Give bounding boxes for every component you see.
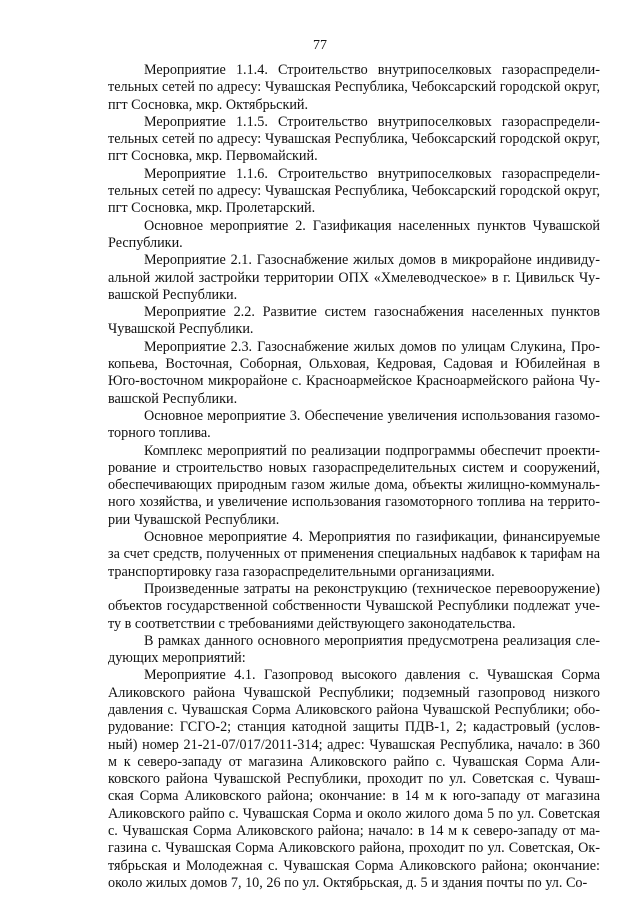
page-number: 77 [313,38,327,53]
paragraph-measure-4-1: Мероприятие 4.1. Газопровод высокого давления с. Чувашская Сорма Аликовского района Чувашской Республики; подземный газопровод низкого давления с. Чувашская Сорма Аликовского района Чувашской Республики; оборудование: ГСГО-2; станция катодной защиты ПДВ-1, 2; кадастровый (условный) номер 21-21-07/017/2011-314; адрес: Чувашская Республика, начало: в 360 м к северо-западу от магазина Аликовского райпо с. Чувашская Сорма Аликовского района Чувашской Республики, проходит по ул. Советская с. Чувашская Сорма Аликовского района; окончание: в 14 м к юго-западу от магазина Аликовского райпо с. Чувашская Сорма и около жилого дома 5 по ул. Советская с. Чувашская Сорма Аликовского района; начало: в 14 м к северо-западу от магазина с. Чувашская Сорма Аликовского района, проходит по ул. Советская, Октябрьская и Молодежная с. Чувашская Сорма Аликовского района; окончание: около жилых домов 7, 10, 26 по ул. Октябрьская, д. 5 и здания почты по ул. Со- [108,667,600,891]
paragraph-measure-2-1: Мероприятие 2.1. Газоснабжение жилых домов в микрорайоне индивидуальной жилой застройки территории ОПХ «Хмелеводческое» в г. Цивильск Чувашской Республики. [108,252,600,303]
paragraph-measure-1-1-6: Мероприятие 1.1.6. Строительство внутрипоселковых газораспределительных сетей по адресу: Чувашская Республика, Чебоксарский городской округ, пгт Сосновка, мкр. Пролетарский. [108,165,600,217]
paragraph-measure-2-3: Мероприятие 2.3. Газоснабжение жилых домов по улицам Слукина, Прокопьева, Восточная, Соборная, Ольховая, Кедровая, Садовая и Юбилейная в Юго-восточном микрорайоне с. Красноармейское Красноармейского района Чувашской Республики. [108,338,600,407]
document-body [108,62,600,892]
paragraph-measure-2-2: Мероприятие 2.2. Развитие систем газоснабжения населенных пунктов Чувашской Республики. [108,304,600,338]
paragraph-measure-1-1-5: Мероприятие 1.1.5. Строительство внутрипоселковых газораспределительных сетей по адресу: Чувашская Республика, Чебоксарский городской округ, пгт Сосновка, мкр. Первомайский. [108,113,600,165]
paragraph-costs: Произведенные затраты на реконструкцию (техническое перевооружение) объектов государственной собственности Чувашской Республики подлежат учету в соответствии с требованиями действующего законодательства. [108,580,600,632]
paragraph-main-measure-4: Основное мероприятие 4. Мероприятия по газификации, финансируемые за счет средств, полученных от применения специальных надбавок к тарифам на транспортировку газа газораспределительными организациями. [108,529,600,580]
paragraph-complex-of-measures: Комплекс мероприятий по реализации подпрограммы обеспечит проектирование и строительство новых газораспределительных систем и сооружений, обеспечивающих природным газом жилые дома, объекты жилищно-коммунального хозяйства, и увеличение использования газомоторного топлива на территории Чувашской Республики. [108,442,600,528]
paragraph-measure-1-1-4: Мероприятие 1.1.4. Строительство внутрипоселковых газораспределительных сетей по адресу: Чувашская Республика, Чебоксарский городской округ, пгт Сосновка, мкр. Октябрьский. [108,62,600,113]
paragraph-main-measure-2: Основное мероприятие 2. Газификация населенных пунктов Чувашской Республики. [108,217,600,251]
paragraph-main-measure-3: Основное мероприятие 3. Обеспечение увеличения использования газомоторного топлива. [108,407,600,442]
paragraph-following-measures: В рамках данного основного мероприятия предусмотрена реализация следующих мероприятий: [108,632,600,667]
